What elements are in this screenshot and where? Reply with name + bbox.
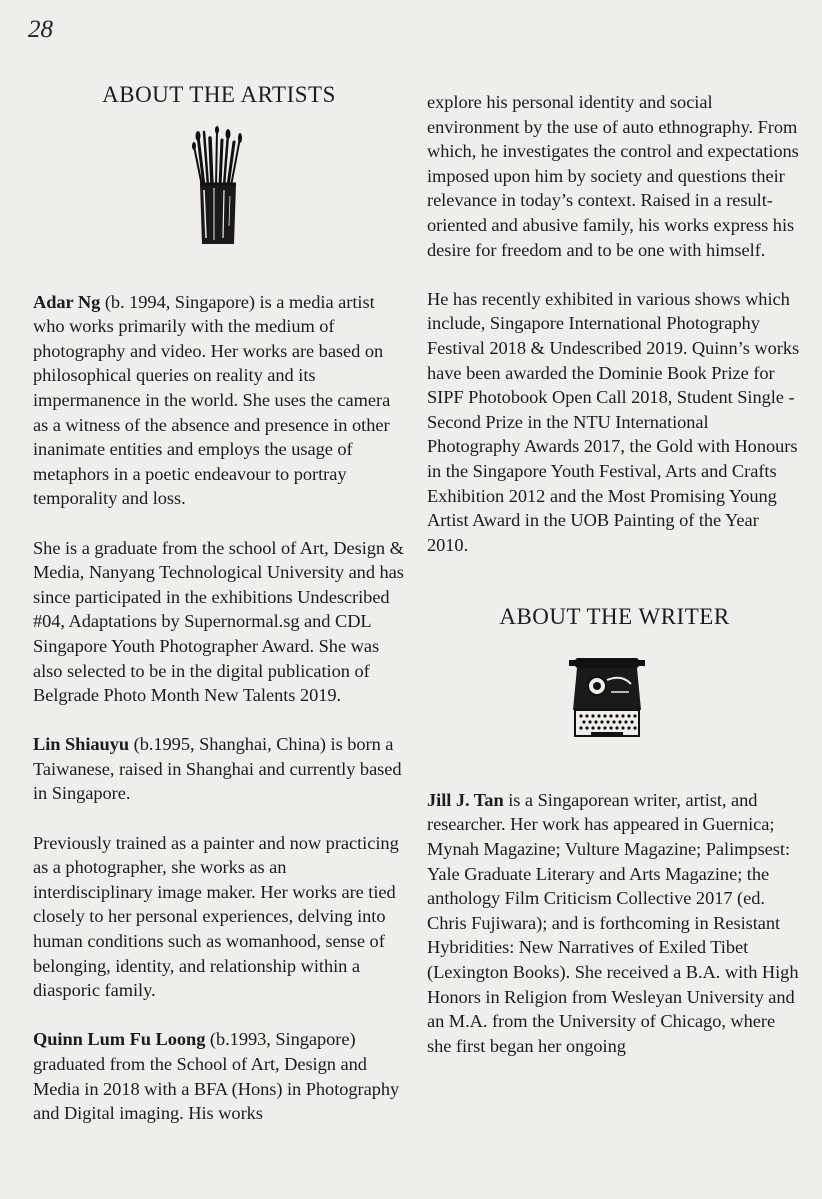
bio-text: Previously trained as a painter and now practicing as a photographer, she works as an interdisciplinary image maker. Her works are tied closely to her personal experiences, delving into human conditions such as womanhood, sense of belonging, identity, and relationship within a diasporic family. — [33, 832, 399, 1001]
bio-text: (b.1993, Singapore) graduated from the School of Art, Design and Media in 2018 with a BFA (Hons) in Photography and Digital imaging. His works — [33, 1029, 400, 1124]
artist-name: Quinn Lum Fu Loong — [33, 1029, 206, 1050]
bio-text: explore his personal identity and social environment by the use of auto ethnography. From which, he investigates the control and expectations imposed upon him by society and questions their relevance in today’s context. Raised in a result-oriented and abusive family, his works express his desire for freedom and to be one with himself. — [427, 92, 799, 260]
spacer — [33, 250, 405, 290]
artist-bio-lin-shiauyu — [33, 732, 405, 806]
typewriter-illustration — [567, 652, 647, 742]
bio-text: He has recently exhibited in various shows which include, Singapore International Photography Festival 2018 & Undescribed 2019. Quinn’s works have been awarded the Dominie Book Prize for SIPF Photobook Open Call 2018, Student Single - Second Prize in the NTU International Photography Awards 2017, the Gold with Honours in the Singapore Youth Festival, Arts and Crafts Exhibition 2012 and the Most Promising Young Artist Award in the UOB Painting of the Year 2010. — [427, 288, 800, 555]
right-column — [427, 90, 802, 1058]
artist-name: Lin Shiauyu — [33, 734, 130, 755]
writer-heading: ABOUT THE WRITER — [499, 604, 730, 630]
artist-bio-quinn-lum-exhibitions — [427, 287, 802, 558]
artist-bio-quinn-lum — [33, 1027, 405, 1125]
bio-text: She is a graduate from the school of Art, Design & Media, Nanyang Technological University and has since participated in the exhibitions Undescribed #04, Adaptations by Supernormal.sg and CDL Singapore Youth Photographer Award. She was also selected to be in the digital publication of Belgrade Photo Month New Talents 2019. — [33, 537, 404, 706]
bio-text: (b. 1994, Singapore) is a media artist who works primarily with the medium of photography and video. Her works are based on philosophical queries on reality and its impermanence in the world. She uses the camera as a witness of the absence and presence in other inanimate entities and employs the usage of metaphors in a poetic endeavour to portray temporality and loss. — [33, 291, 391, 509]
spacer — [427, 742, 802, 788]
bio-text: is a Singaporean writer, artist, and researcher. Her work has appeared in Guernica; Mynah Magazine; Vulture Magazine; Palimpsest: Yale Graduate Literary and Arts Magazine; the anthology Film Criticism Collective 2017 (ed. Chris Fujiwara); and is forthcoming in Resistant Hybridities: New Narratives of Exiled Tibet (Lexington Books). She received a B.A. with High Honors in Religion from Wesleyan University and an M.A. from the University of Chicago, where she first began her ongoing — [427, 789, 799, 1056]
artist-bio-adar-ng-education — [33, 536, 405, 708]
artist-name: Adar Ng — [33, 291, 101, 312]
writer-name: Jill J. Tan — [427, 789, 504, 810]
left-column — [33, 80, 405, 1126]
page-number: 28 — [28, 16, 53, 43]
bio-text: (b.1995, Shanghai, China) is born a Taiwanese, raised in Shanghai and currently based in Singapore. — [33, 734, 402, 804]
brushes-in-jar-illustration — [184, 126, 254, 250]
artist-bio-adar-ng — [33, 290, 405, 511]
artist-bio-quinn-lum-continued — [427, 90, 802, 262]
writer-bio-jill-tan — [427, 788, 802, 1059]
artists-heading: ABOUT THE ARTISTS — [102, 82, 336, 107]
artist-bio-lin-shiauyu-practice — [33, 831, 405, 1003]
